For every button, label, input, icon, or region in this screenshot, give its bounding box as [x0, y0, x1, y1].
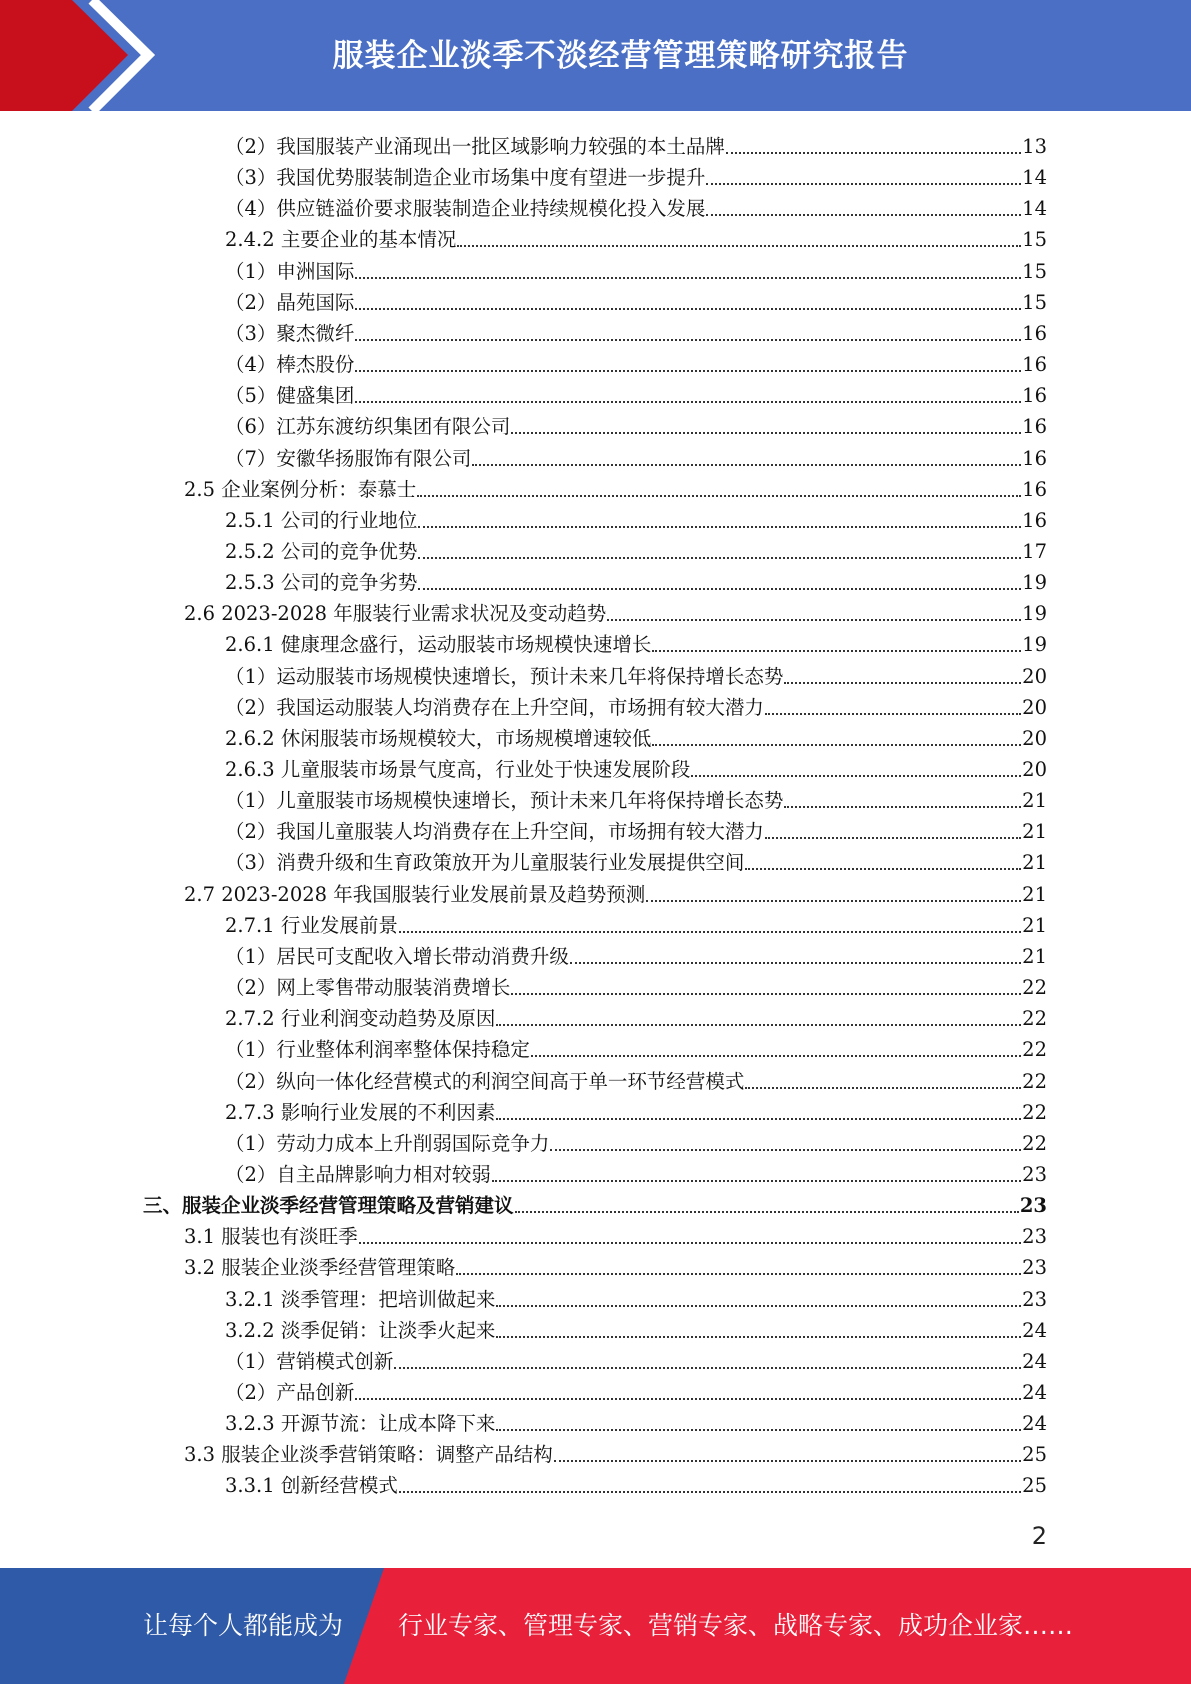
toc-entry[interactable]: [225, 564, 1047, 595]
toc-entry-label: 2.5.2 公司的竞争优势: [225, 539, 418, 563]
toc-entry[interactable]: [225, 689, 1047, 720]
toc-entry[interactable]: [225, 190, 1047, 221]
toc-entry[interactable]: [225, 533, 1047, 564]
toc-dot-leader: [472, 464, 1021, 466]
toc-dot-leader: [418, 588, 1021, 590]
toc-dot-leader: [399, 1491, 1021, 1493]
toc-entry-page: 14: [1022, 197, 1047, 221]
toc-dot-leader: [515, 1211, 1019, 1213]
toc-entry[interactable]: [225, 1343, 1047, 1374]
toc-entry-page: 24: [1022, 1412, 1047, 1436]
toc-entry-page: 17: [1022, 539, 1047, 563]
toc-entry-label: （1）运动服装市场规模快速增长，预计未来几年将保持增长态势: [225, 664, 784, 688]
toc-dot-leader: [765, 837, 1021, 839]
toc-entry-label: （7）安徽华扬服饰有限公司: [225, 446, 472, 470]
toc-entry-page: 16: [1022, 477, 1047, 501]
toc-dot-leader: [652, 650, 1021, 652]
toc-entry-label: 2.7.3 影响行业发展的不利因素: [225, 1100, 496, 1124]
toc-entry[interactable]: [225, 1125, 1047, 1156]
toc-dot-leader: [418, 526, 1021, 528]
toc-dot-leader: [355, 370, 1021, 372]
toc-entry-label: （3）消费升级和生育政策放开为儿童服装行业发展提供空间: [225, 851, 745, 875]
toc-entry-page: 15: [1022, 259, 1047, 283]
toc-dot-leader: [355, 308, 1021, 310]
toc-entry-label: （2）网上零售带动服装消费增长: [225, 976, 511, 1000]
toc-dot-leader: [554, 1460, 1021, 1462]
toc-entry-page: 23: [1019, 1194, 1047, 1218]
toc-entry-label: （2）晶苑国际: [225, 290, 355, 314]
toc-entry-page: 20: [1022, 758, 1047, 781]
toc-dot-leader: [496, 1336, 1021, 1338]
toc-entry[interactable]: [184, 471, 1047, 502]
toc-entry-label: 3.1 服装也有淡旺季: [184, 1225, 358, 1249]
toc-entry-label: （2）自主品牌影响力相对较弱: [225, 1162, 491, 1186]
toc-entry[interactable]: [225, 1374, 1047, 1405]
toc-dot-leader: [745, 1087, 1021, 1089]
toc-entry-label: 2.4.2 主要企业的基本情况: [225, 228, 457, 252]
toc-entry[interactable]: [184, 595, 1047, 626]
toc-entry[interactable]: [225, 159, 1047, 190]
toc-entry-label: 2.5.1 公司的行业地位: [225, 508, 418, 532]
toc-entry-label: （1）儿童服装市场规模快速增长，预计未来几年将保持增长态势: [225, 789, 784, 813]
toc-entry[interactable]: [225, 1031, 1047, 1062]
toc-dot-leader: [652, 744, 1021, 746]
toc-entry[interactable]: [225, 1094, 1047, 1125]
toc-entry-label: 3.2.2 淡季促销：让淡季火起来: [225, 1318, 496, 1342]
toc-dot-leader: [496, 1118, 1021, 1120]
toc-entry-page: 21: [1022, 789, 1047, 813]
toc-entry[interactable]: [225, 408, 1047, 439]
toc-entry-label: 2.5 企业案例分析：泰慕士: [184, 477, 417, 501]
toc-entry-label: （2）产品创新: [225, 1381, 355, 1404]
toc-entry-page: 20: [1022, 726, 1047, 750]
toc-dot-leader: [496, 1429, 1021, 1431]
toc-entry-label: 2.6 2023-2028 年服装行业需求状况及变动趋势: [184, 602, 607, 626]
toc-entry[interactable]: [225, 1156, 1047, 1187]
toc-dot-leader: [496, 1024, 1021, 1026]
toc-entry-page: 24: [1022, 1349, 1047, 1373]
toc-entry[interactable]: [225, 221, 1047, 252]
page-footer: [0, 1568, 1191, 1684]
toc-entry-label: （1）申洲国际: [225, 259, 355, 283]
toc-entry-page: 21: [1022, 944, 1047, 968]
toc-entry-label: 2.7 2023-2028 年我国服装行业发展前景及趋势预测: [184, 882, 646, 906]
toc-entry[interactable]: [225, 1405, 1047, 1436]
toc-dot-leader: [418, 557, 1021, 559]
footer-slogan-left: 让每个人都能成为: [143, 1611, 344, 1640]
toc-dot-leader: [457, 245, 1021, 247]
toc-entry-page: 16: [1022, 321, 1047, 345]
toc-entry-label: 3.3 服装企业淡季营销策略：调整产品结构: [184, 1443, 553, 1467]
toc-dot-leader: [765, 713, 1021, 715]
toc-entry-label: 3.3.1 创新经营模式: [225, 1474, 398, 1498]
toc-entry[interactable]: [225, 626, 1047, 657]
toc-entry[interactable]: [184, 876, 1047, 907]
toc-entry[interactable]: [225, 844, 1047, 875]
toc-entry-label: （4）供应链溢价要求服装制造企业持续规模化投入发展: [225, 197, 706, 221]
toc-entry-page: 24: [1022, 1318, 1047, 1342]
toc-entry[interactable]: [225, 969, 1047, 1000]
toc-entry-page: 23: [1022, 1225, 1047, 1249]
toc-dot-leader: [496, 1305, 1021, 1307]
toc-entry-page: 23: [1022, 1256, 1047, 1280]
toc-entry-page: 19: [1022, 602, 1047, 626]
toc-dot-leader: [394, 1367, 1021, 1369]
toc-entry-page: 20: [1022, 664, 1047, 688]
toc-dot-leader: [492, 1180, 1021, 1182]
toc-entry-page: 22: [1022, 1100, 1047, 1124]
toc-entry[interactable]: [225, 253, 1047, 284]
toc-entry-label: （5）健盛集团: [225, 384, 355, 408]
toc-entry-label: （2）纵向一体化经营模式的利润空间高于单一环节经营模式: [225, 1069, 745, 1093]
toc-dot-leader: [706, 183, 1021, 185]
toc-entry[interactable]: [225, 782, 1047, 813]
toc-entry[interactable]: [225, 720, 1047, 751]
toc-entry[interactable]: [184, 1436, 1047, 1467]
toc-entry-page: 16: [1022, 508, 1047, 532]
toc-entry-label: （1）营销模式创新: [225, 1349, 394, 1373]
toc-entry[interactable]: [225, 907, 1047, 938]
toc-entry[interactable]: [225, 377, 1047, 408]
toc-entry-page: 23: [1022, 1162, 1047, 1186]
toc-entry-page: 14: [1022, 166, 1047, 190]
toc-entry-label: （2）我国儿童服装人均消费存在上升空间，市场拥有较大潜力: [225, 820, 764, 844]
toc-entry-page: 21: [1022, 851, 1047, 875]
toc-entry-page: 22: [1022, 1069, 1047, 1093]
toc-entry-label: 3.2.3 开源节流：让成本降下来: [225, 1412, 496, 1436]
toc-entry[interactable]: [184, 1218, 1047, 1249]
toc-entry-label: 2.6.1 健康理念盛行，运动服装市场规模快速增长: [225, 633, 652, 657]
toc-dot-leader: [355, 1398, 1021, 1400]
toc-entry-page: 20: [1022, 695, 1047, 719]
toc-entry[interactable]: [225, 128, 1047, 159]
toc-entry-label: （3）我国优势服装制造企业市场集中度有望进一步提升: [225, 166, 706, 190]
toc-entry-label: 2.5.3 公司的竞争劣势: [225, 571, 418, 595]
toc-entry-label: （3）聚杰微纤: [225, 321, 355, 345]
toc-entry[interactable]: [225, 346, 1047, 377]
toc-dot-leader: [646, 900, 1021, 902]
toc-entry-page: 16: [1022, 384, 1047, 408]
toc-entry-label: 2.6.2 休闲服装市场规模较大，市场规模增速较低: [225, 726, 652, 750]
toc-entry[interactable]: [225, 938, 1047, 969]
toc-dot-leader: [745, 868, 1021, 870]
toc-dot-leader: [607, 619, 1021, 621]
toc-entry[interactable]: [225, 284, 1047, 315]
toc-entry-page: 16: [1022, 446, 1047, 470]
toc-entry-page: 15: [1022, 228, 1047, 252]
toc-entry-page: 21: [1022, 913, 1047, 937]
toc-entry-label: （1）居民可支配收入增长带动消费升级: [225, 944, 569, 968]
toc-dot-leader: [531, 1055, 1021, 1057]
toc-entry-page: 22: [1022, 976, 1047, 1000]
toc-entry-page: 15: [1022, 290, 1047, 314]
toc-entry-page: 19: [1022, 633, 1047, 657]
toc-entry-page: 25: [1022, 1474, 1047, 1498]
toc-dot-leader: [511, 432, 1021, 434]
toc-entry-page: 13: [1022, 135, 1047, 158]
toc-dot-leader: [417, 495, 1021, 497]
toc-entry[interactable]: [143, 1187, 1047, 1218]
toc-entry-label: 三、服装企业淡季经营管理策略及营销建议: [143, 1194, 514, 1218]
page-header: [0, 0, 1191, 111]
toc-entry-page: 21: [1022, 882, 1047, 906]
toc-entry[interactable]: [225, 813, 1047, 844]
toc-dot-leader: [784, 806, 1021, 808]
toc-entry-label: （4）棒杰股份: [225, 353, 355, 377]
toc-entry-page: 24: [1022, 1381, 1047, 1404]
toc-entry-label: 2.7.2 行业利润变动趋势及原因: [225, 1007, 496, 1031]
toc-dot-leader: [691, 775, 1021, 777]
toc-entry-page: 22: [1022, 1038, 1047, 1062]
toc-entry-label: 3.2.1 淡季管理：把培训做起来: [225, 1287, 496, 1311]
toc-entry-page: 25: [1022, 1443, 1047, 1467]
toc-dot-leader: [456, 1273, 1021, 1275]
toc-entry[interactable]: [225, 751, 1047, 782]
document-title: 服装企业淡季不淡经营管理策略研究报告: [332, 38, 909, 74]
toc-entry-page: 21: [1022, 820, 1047, 844]
toc-entry[interactable]: [225, 440, 1047, 471]
toc-dot-leader: [570, 962, 1021, 964]
page-number: 2: [1031, 1522, 1047, 1550]
toc-dot-leader: [355, 277, 1021, 279]
toc-dot-leader: [359, 1242, 1021, 1244]
toc-dot-leader: [355, 339, 1021, 341]
toc-dot-leader: [511, 993, 1021, 995]
toc-entry-page: 16: [1022, 415, 1047, 439]
toc-entry[interactable]: [225, 1281, 1047, 1312]
toc-entry-label: （6）江苏东渡纺织集团有限公司: [225, 415, 511, 439]
toc-entry-page: 22: [1022, 1131, 1047, 1155]
toc-entry[interactable]: [225, 1000, 1047, 1031]
toc-dot-leader: [784, 682, 1021, 684]
toc-entry-page: 19: [1022, 571, 1047, 595]
toc-dot-leader: [399, 931, 1021, 933]
toc-entry-label: 2.7.1 行业发展前景: [225, 913, 398, 937]
toc-entry[interactable]: [225, 1063, 1047, 1094]
toc-entry[interactable]: [225, 1467, 1047, 1498]
toc-dot-leader: [355, 401, 1021, 403]
toc-entry-page: 22: [1022, 1007, 1047, 1031]
toc-entry[interactable]: [225, 1312, 1047, 1343]
footer-slogan-right: 行业专家、管理专家、营销专家、战略专家、成功企业家……: [398, 1611, 1074, 1640]
toc-dot-leader: [726, 152, 1021, 154]
toc-entry[interactable]: [225, 315, 1047, 346]
toc-dot-leader: [550, 1149, 1021, 1151]
toc-entry-page: 23: [1022, 1287, 1047, 1311]
toc-dot-leader: [706, 214, 1021, 216]
toc-entry-label: 2.6.3 儿童服装市场景气度高，行业处于快速发展阶段: [225, 758, 691, 781]
toc-entry-label: （1）劳动力成本上升削弱国际竞争力: [225, 1131, 550, 1155]
toc-entry-label: （2）我国服装产业涌现出一批区域影响力较强的本土品牌: [225, 135, 725, 158]
toc-entry-label: 3.2 服装企业淡季经营管理策略: [184, 1256, 456, 1280]
toc-entry-page: 16: [1022, 353, 1047, 377]
toc-entry[interactable]: [184, 1249, 1047, 1280]
toc-entry[interactable]: [225, 658, 1047, 689]
toc-entry-label: （1）行业整体利润率整体保持稳定: [225, 1038, 530, 1062]
toc-entry[interactable]: [225, 502, 1047, 533]
toc-entry-label: （2）我国运动服装人均消费存在上升空间，市场拥有较大潜力: [225, 695, 764, 719]
